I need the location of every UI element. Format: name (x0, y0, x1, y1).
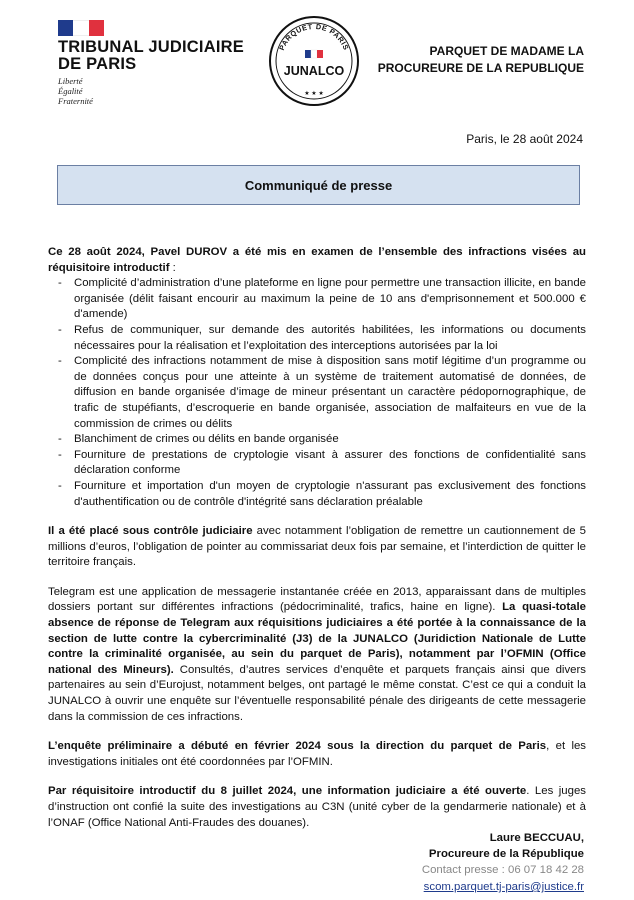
telegram-part-1: Telegram est une application de messagerie instantanée créée en 2013, apparaissant dans de multiples dossiers portant sur différentes infractions (pédocriminalité, trafics, haine en ligne). (48, 585, 586, 614)
tribunal-line-1: TRIBUNAL JUDICIAIRE (58, 38, 244, 56)
press-release-title-box (57, 165, 580, 205)
enquete-bold: L’enquête préliminaire a débuté en février 2024 sous la direction du parquet de Paris (48, 740, 547, 753)
motto-liberte: Liberté (58, 76, 83, 86)
seal-name: JUNALCO (283, 64, 345, 78)
list-item: - Refus de communiquer, sur demande des autorités habilitées, les informations ou documents nécessaires pour la réalisation et l’exploitation des interceptions autorisées par la loi (74, 323, 586, 354)
parquet-line-2: PROCUREURE DE LA REPUBLIQUE (377, 61, 584, 75)
infractions-list (48, 276, 586, 510)
control-paragraph (48, 524, 586, 571)
signatory-role: Procureure de la République (428, 848, 584, 860)
press-contact (422, 862, 584, 896)
telegram-paragraph (48, 585, 586, 725)
enquete-paragraph (48, 739, 586, 770)
intro-rest: : (169, 261, 176, 274)
information-bold: Par réquisitoire introductif du 8 juillet 2024, une information judiciaire a été ouverte (48, 785, 527, 798)
control-rest: avec notamment l’obligation de remettre un cautionnement de 5 millions d’euros, l’obligation de pointer au commissariat deux fois par semaine, et l’interdiction de quitter le territoire français. (48, 525, 586, 569)
enquete-rest: , et les investigations initiales ont été coordonnées par l’OFMIN. (48, 740, 586, 768)
list-item: - Fourniture et importation d'un moyen de cryptologie n'assurant pas exclusivement des fonctions d'authentification ou de contrôle d'intégrité sans déclaration préalable (74, 479, 586, 510)
control-bold: Il a été placé sous contrôle judiciaire (48, 525, 253, 538)
telegram-part-2: Consultés, d’autres services d’enquête et parquets français ainsi que divers partenaires au sein d’Eurojust, notamment belges, ont partagé le même constat. C’est ce qui a conduit la JUNALCO à ouvrir une enquête sur l’éventuelle responsabilité pénale des dirigeants de cette messagerie dans la commission de ces infractions. (48, 663, 586, 723)
list-item: - Complicité d’administration d’une plateforme en ligne pour permettre une transaction illicite, en bande organisée (délit faisant encourir au maximum la peine de 10 ans d'emprisonnement et 500.000 € d'amende) (74, 276, 586, 323)
tribunal-line-2: DE PARIS (58, 55, 137, 73)
tribunal-logo (58, 20, 258, 106)
motto-egalite: Égalité (58, 86, 83, 96)
signatory-name: Laure BECCUAU, (489, 832, 584, 844)
seal-top-text: PARQUET DE PARIS (277, 21, 351, 52)
list-item: - Blanchiment de crimes ou délits en bande organisée (74, 432, 586, 448)
telegram-bold: La quasi-totale absence de réponse de Telegram aux réquisitions judiciaires a été portée à la connaissance de la section de lutte contre la cybercriminalité (J3) de la JUNALCO (Juridiction Nationale de Lutte contre la criminalité organisée, au sein du parquet de Paris), notamment par l’OFMIN (Office national des Mineurs). (48, 601, 586, 676)
information-rest: . Les juges d’instruction ont confié la suite des investigations au C3N (unité cyber de la gendarmerie nationale) et à l’ONAF (Office National Anti-Fraudes des douanes). (48, 785, 587, 829)
press-release-title: Communiqué de presse (244, 177, 393, 193)
signature-block (429, 830, 584, 862)
contact-phone: Contact presse : 06 07 18 42 28 (421, 864, 584, 876)
seal-flag-icon (305, 50, 323, 58)
parquet-line-1: PARQUET DE MADAME LA (429, 44, 584, 58)
contact-email-link[interactable]: scom.parquet.tj-paris@justice.fr (423, 881, 584, 893)
intro-bold: Ce 28 août 2024, Pavel DUROV a été mis en examen de l’ensemble des infractions visées au réquisitoire introductif (48, 246, 586, 274)
document-date: Paris, le 28 août 2024 (466, 132, 583, 146)
list-item: - Complicité des infractions notamment de mise à disposition sans motif légitime d’un programme ou de données conçus pour une atteinte à un système de traitement automatisé de données, de diffusion en bande organisée d’image de mineur présentant un caractère pédopornographique, de trafic de stupéfiants, d’escroquerie en bande organisée, association de malfaiteurs en vue de la commission de crimes ou délits (74, 354, 586, 432)
tribunal-name (58, 39, 258, 73)
information-paragraph (48, 784, 586, 831)
junalco-seal (268, 15, 360, 107)
document-body (48, 245, 586, 831)
parquet-heading (372, 43, 584, 77)
motto-fraternite: Fraternité (58, 96, 93, 106)
republic-motto (58, 76, 258, 106)
seal-stars-icon: ★ ★ ★ (304, 91, 324, 97)
marianne-flag-icon (58, 20, 104, 36)
list-item: - Fourniture de prestations de cryptologie visant à assurer des fonctions de confidentialité sans déclaration conforme (74, 448, 586, 479)
intro-paragraph (48, 245, 586, 276)
